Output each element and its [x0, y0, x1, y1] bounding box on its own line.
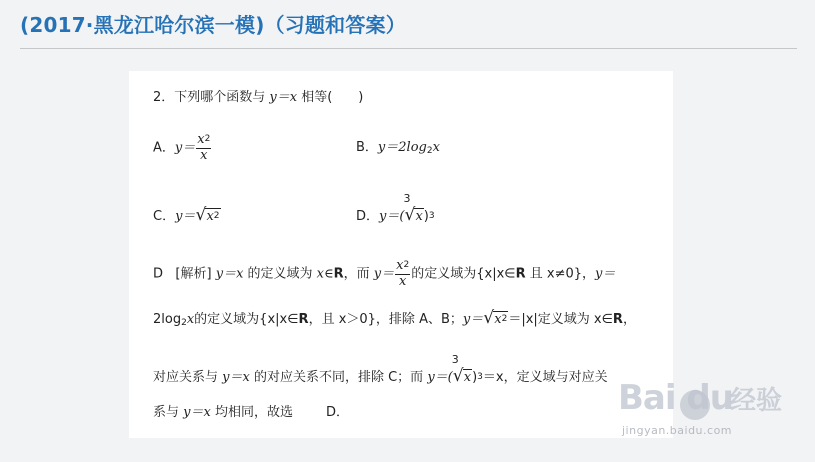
- solution-answer: D: [153, 266, 164, 282]
- stem-equation: y＝x: [269, 90, 298, 105]
- solution-line-4: 系与 y＝x 均相同，故选 D．: [153, 405, 350, 420]
- question-stem: [153, 90, 363, 106]
- solution-line-3: 对应关系与 y＝x 的对应关系不同，排除 C；而 y＝( 3 √ x)$^3$＝x，定义域与对应关: [153, 353, 608, 386]
- option-d-cbrt: 3 √ x: [403, 192, 423, 225]
- solution-tag: [解析]: [175, 266, 212, 282]
- option-d-lhs: y＝(: [379, 209, 405, 224]
- option-b-label: B．: [356, 140, 378, 155]
- option-b-lhs: y＝2log: [377, 140, 427, 155]
- option-c: [153, 205, 221, 226]
- option-a-label: A．: [153, 140, 175, 156]
- option-c-lhs: y＝: [175, 209, 196, 224]
- baidu-jingyan-watermark: [618, 378, 808, 444]
- option-a: [153, 133, 212, 163]
- option-c-label: C．: [153, 209, 176, 224]
- stem-prefix: 2．下列哪个函数与: [153, 90, 270, 105]
- watermark-url: jingyan.baidu.com: [622, 424, 733, 437]
- watermark-text: 经验: [730, 386, 783, 416]
- solution-sqrt: √ $x^2$: [483, 308, 508, 328]
- solution-line-1: D [解析] y＝x 的定义域为 x∈R，而 y＝ $\frac{x^2}{x}$ 的定义域为{x|x∈R 且 x≠0}，y＝: [153, 258, 616, 289]
- stem-suffix: 相等( ): [297, 90, 364, 105]
- option-d-label: D．: [356, 209, 380, 224]
- page-title: (2017·黑龙江哈尔滨一模)（习题和答案）: [20, 13, 406, 37]
- watermark-logo: Bai du: [618, 378, 733, 418]
- question-image-card: [129, 71, 673, 438]
- option-c-sqrt: √ $x^2$: [195, 205, 220, 225]
- solution-line-2: $2\log_2x$的定义域为{x|x∈R，且 x＞0}，排除 A、B；y＝ √ $x^2=|x|$定义域为 x∈R，: [153, 308, 636, 328]
- solution-cbrt: 3 √ x: [451, 353, 472, 386]
- option-a-lhs: y＝: [174, 140, 196, 156]
- option-a-fraction: $\frac{x^2}{x}$: [197, 132, 211, 163]
- title-divider: [20, 48, 797, 49]
- option-b: B．$y=2\log_2x$: [356, 140, 440, 156]
- solution-fraction: $\frac{x^2}{x}$: [396, 258, 410, 289]
- final-answer: D．: [326, 405, 350, 420]
- option-d: D．y＝( 3 √ x)$^3$: [356, 192, 435, 225]
